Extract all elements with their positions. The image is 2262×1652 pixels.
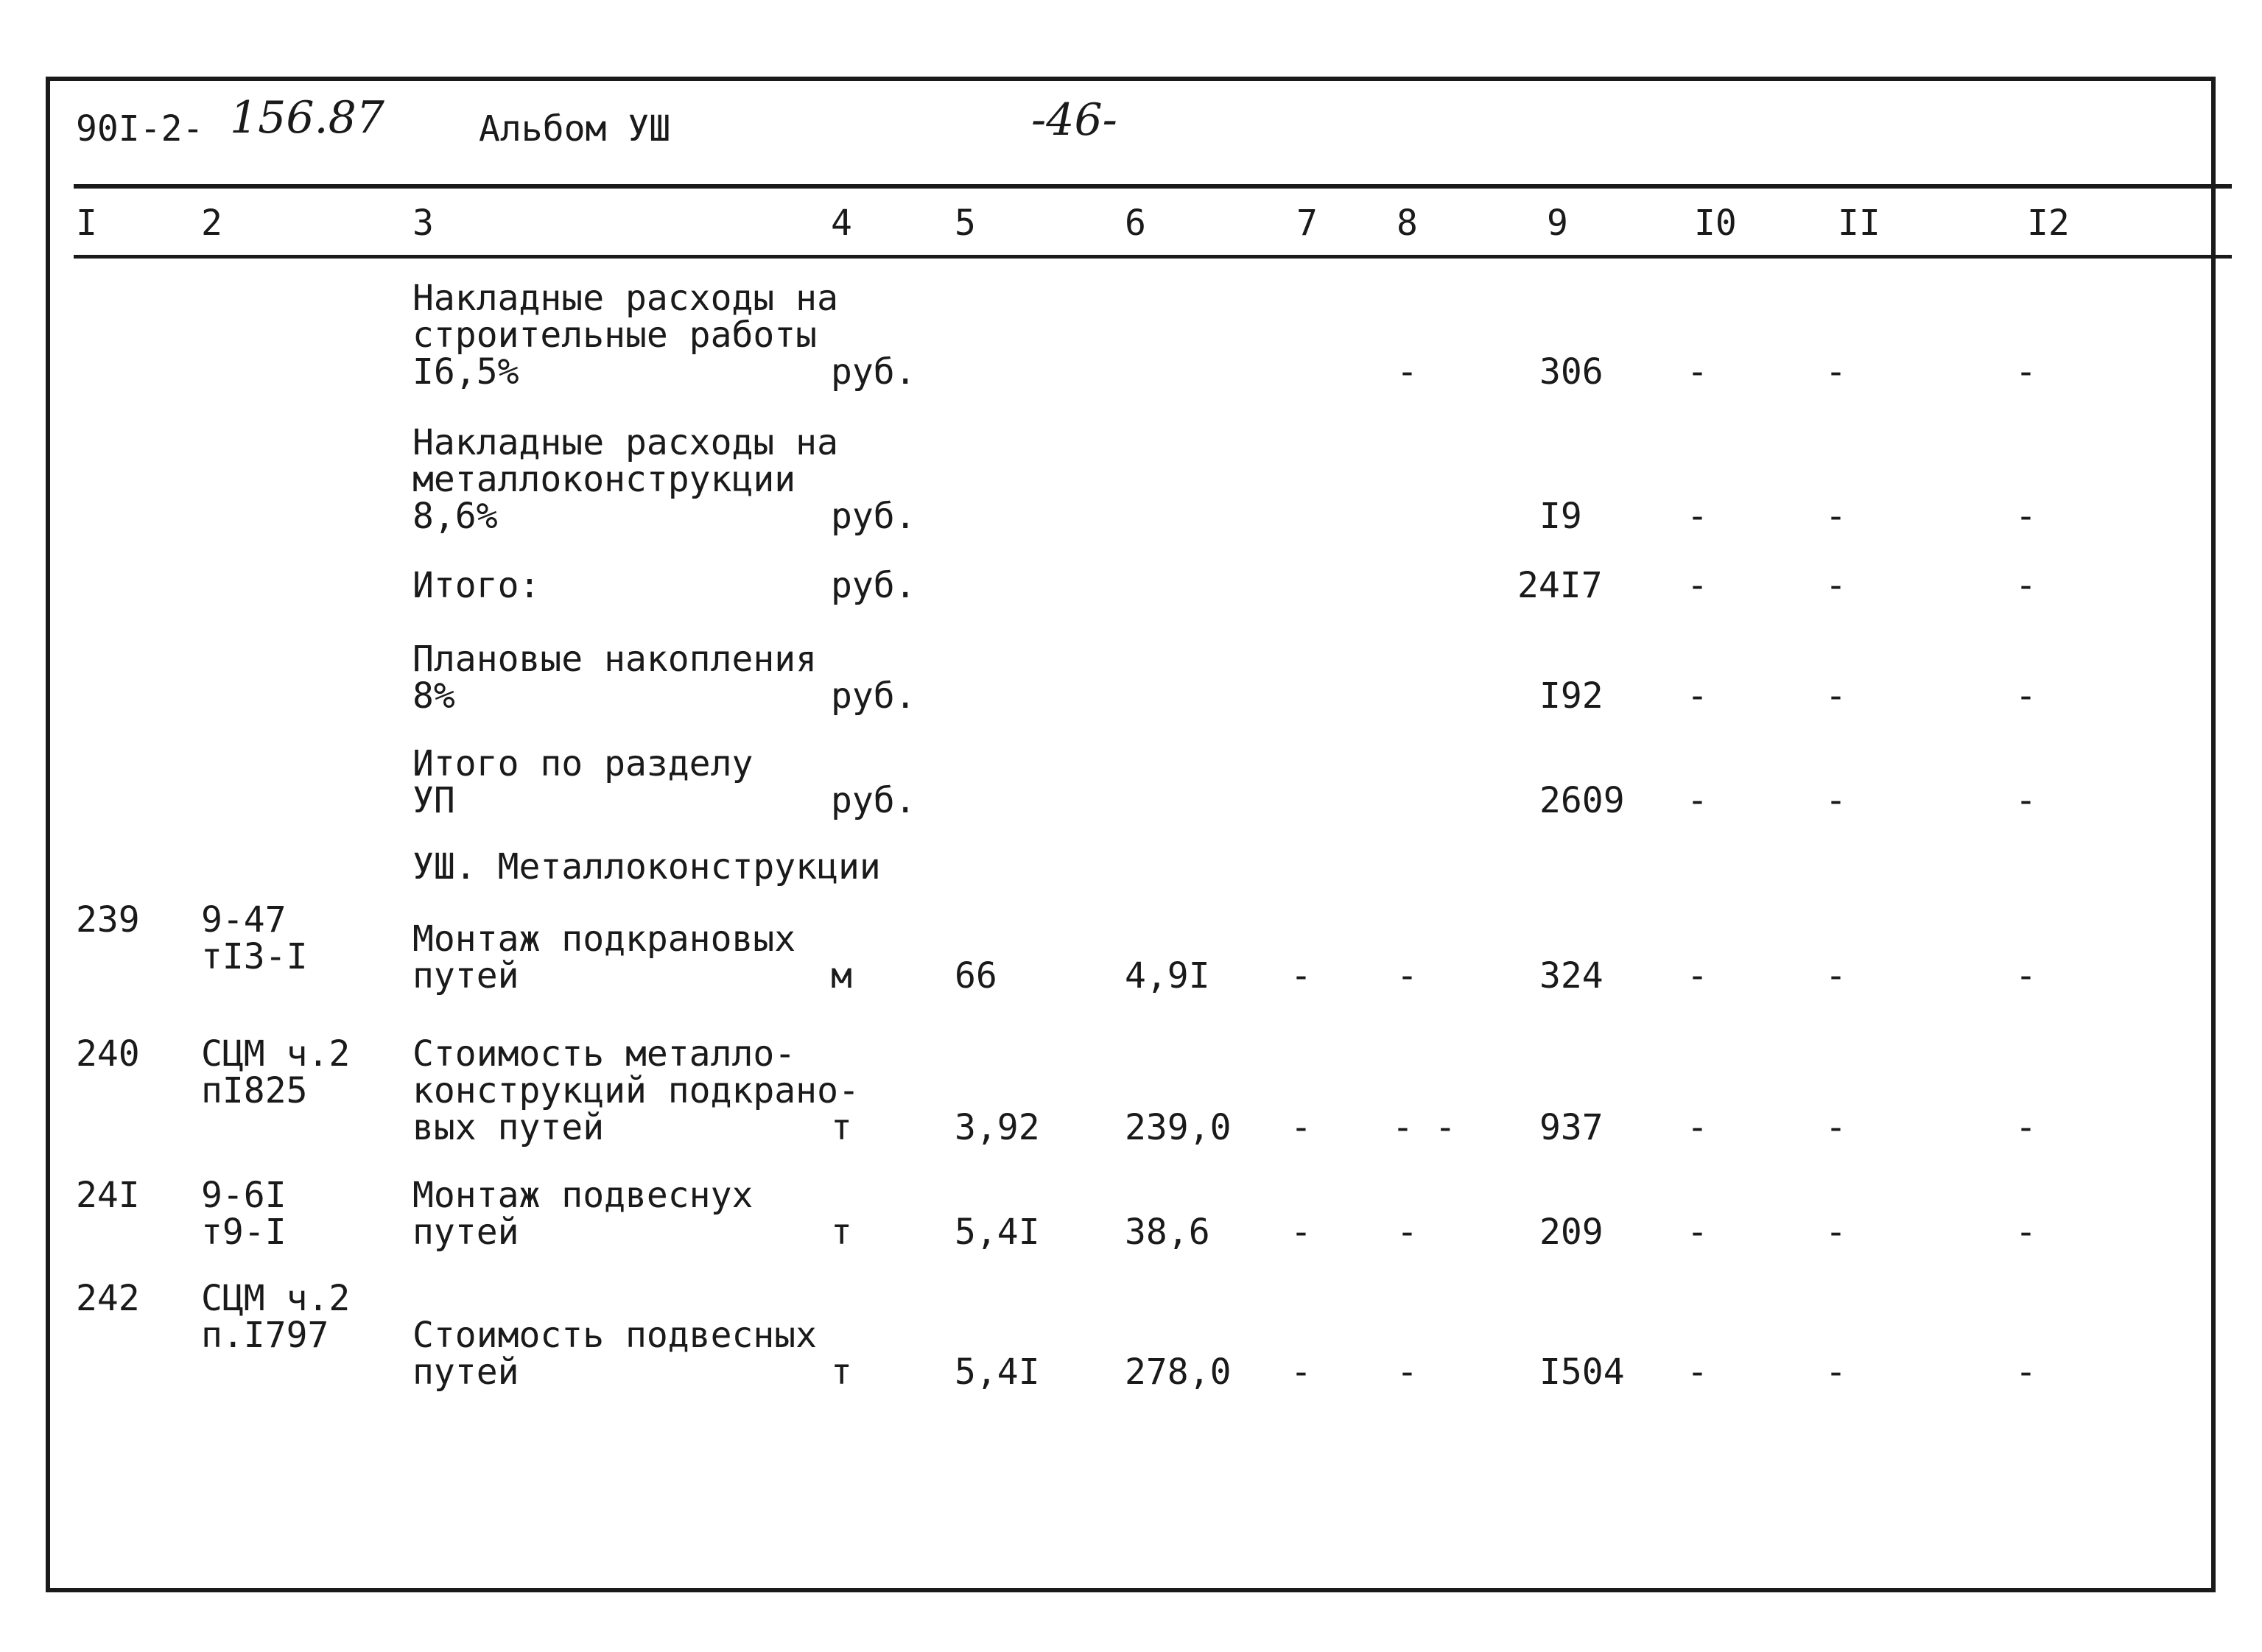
row-col9: 24I7	[1517, 565, 1603, 606]
row-unit: руб.	[831, 675, 916, 717]
row-unit: м	[831, 955, 852, 997]
row-col8: -	[1397, 1212, 1418, 1253]
album-title: Альбом УШ	[479, 108, 671, 150]
series-number: 156.87	[230, 92, 384, 144]
row-col10: -	[1687, 675, 1708, 717]
row-col11: -	[1825, 1107, 1847, 1148]
row-col10: -	[1687, 351, 1708, 393]
row-price: 38,6	[1125, 1212, 1210, 1253]
col-header-10: I0	[1694, 203, 1737, 244]
row-unit: руб.	[831, 780, 916, 821]
row-price: 278,0	[1125, 1352, 1232, 1393]
row-col7: -	[1290, 1212, 1312, 1253]
row-col9: 2609	[1539, 780, 1625, 821]
row-code: СЦМ ч.2 п.I797	[201, 1278, 351, 1356]
row-col11: -	[1825, 780, 1847, 821]
row-quantity: 5,4I	[955, 1352, 1040, 1393]
row-col11: -	[1825, 675, 1847, 717]
row-col12: -	[2015, 351, 2037, 393]
row-col12: -	[2015, 1107, 2037, 1148]
col-header-5: 5	[955, 203, 976, 244]
column-header-rule	[74, 255, 2232, 259]
row-col12: -	[2015, 496, 2037, 537]
row-price: 239,0	[1125, 1107, 1232, 1148]
row-description: Итого по разделу УП	[412, 743, 754, 821]
col-header-1: I	[76, 203, 97, 244]
row-col12: -	[2015, 955, 2037, 997]
row-unit: руб.	[831, 496, 916, 537]
row-col10: -	[1687, 780, 1708, 821]
row-quantity: 3,92	[955, 1107, 1040, 1148]
row-col9: I504	[1539, 1352, 1625, 1393]
header-rule	[74, 184, 2232, 189]
row-number: 239	[76, 899, 140, 941]
row-col9: 324	[1539, 955, 1604, 997]
col-header-6: 6	[1125, 203, 1146, 244]
row-col7: -	[1290, 1107, 1312, 1148]
row-col11: -	[1825, 496, 1847, 537]
row-col9: I92	[1539, 675, 1604, 717]
row-description: Накладные расходы на металлоконструкции 8,6%	[412, 422, 838, 537]
row-quantity: 66	[955, 955, 997, 997]
row-col11: -	[1825, 565, 1847, 606]
row-col7: -	[1290, 1352, 1312, 1393]
row-number: 240	[76, 1033, 140, 1075]
row-col10: -	[1687, 1352, 1708, 1393]
row-unit: т	[831, 1107, 852, 1148]
row-col10: -	[1687, 565, 1708, 606]
row-col8: -	[1397, 351, 1418, 393]
row-col11: -	[1825, 351, 1847, 393]
row-col12: -	[2015, 1212, 2037, 1253]
row-col12: -	[2015, 780, 2037, 821]
row-code: 9-47 тI3-I	[201, 899, 308, 977]
row-col12: -	[2015, 565, 2037, 606]
col-header-12: I2	[2027, 203, 2070, 244]
row-description: Плановые накопления 8%	[412, 639, 818, 717]
row-number: 242	[76, 1278, 140, 1319]
row-code: СЦМ ч.2 пI825	[201, 1033, 351, 1111]
row-col11: -	[1825, 1352, 1847, 1393]
row-col7: -	[1290, 955, 1312, 997]
row-col8: -	[1397, 955, 1418, 997]
row-col12: -	[2015, 1352, 2037, 1393]
row-col12: -	[2015, 675, 2037, 717]
row-col8: - -	[1392, 1107, 1456, 1148]
col-header-8: 8	[1397, 203, 1418, 244]
row-number: 24I	[76, 1175, 140, 1216]
row-unit: т	[831, 1352, 852, 1393]
row-quantity: 5,4I	[955, 1212, 1040, 1253]
row-description: Монтаж подкрановых путей	[412, 918, 796, 997]
section-heading: УШ. Металлоконструкции	[412, 846, 881, 887]
row-code: 9-6I т9-I	[201, 1175, 287, 1253]
row-unit: т	[831, 1212, 852, 1253]
row-col9: I9	[1539, 496, 1582, 537]
row-col10: -	[1687, 1107, 1708, 1148]
col-header-11: II	[1838, 203, 1880, 244]
series-prefix: 90I-2-	[76, 108, 204, 150]
col-header-3: 3	[412, 203, 434, 244]
row-col10: -	[1687, 496, 1708, 537]
row-description: Итого:	[412, 565, 541, 606]
col-header-9: 9	[1547, 203, 1568, 244]
row-description: Монтаж подвеснух путей	[412, 1175, 754, 1253]
row-col11: -	[1825, 1212, 1847, 1253]
row-description: Стоимость металло- конструкций подкрано- вых путей	[412, 1033, 860, 1148]
row-col8: -	[1397, 1352, 1418, 1393]
row-col11: -	[1825, 955, 1847, 997]
col-header-7: 7	[1296, 203, 1318, 244]
page-number: -46-	[1031, 94, 1117, 146]
row-col9: 209	[1539, 1212, 1604, 1253]
col-header-4: 4	[831, 203, 852, 244]
row-description: Накладные расходы на строительные работы I6,5%	[412, 278, 838, 393]
row-unit: руб.	[831, 351, 916, 393]
row-unit: руб.	[831, 565, 916, 606]
row-col10: -	[1687, 1212, 1708, 1253]
row-col9: 306	[1539, 351, 1604, 393]
row-description: Стоимость подвесных путей	[412, 1315, 818, 1393]
row-col9: 937	[1539, 1107, 1604, 1148]
row-price: 4,9I	[1125, 955, 1210, 997]
col-header-2: 2	[201, 203, 222, 244]
row-col10: -	[1687, 955, 1708, 997]
